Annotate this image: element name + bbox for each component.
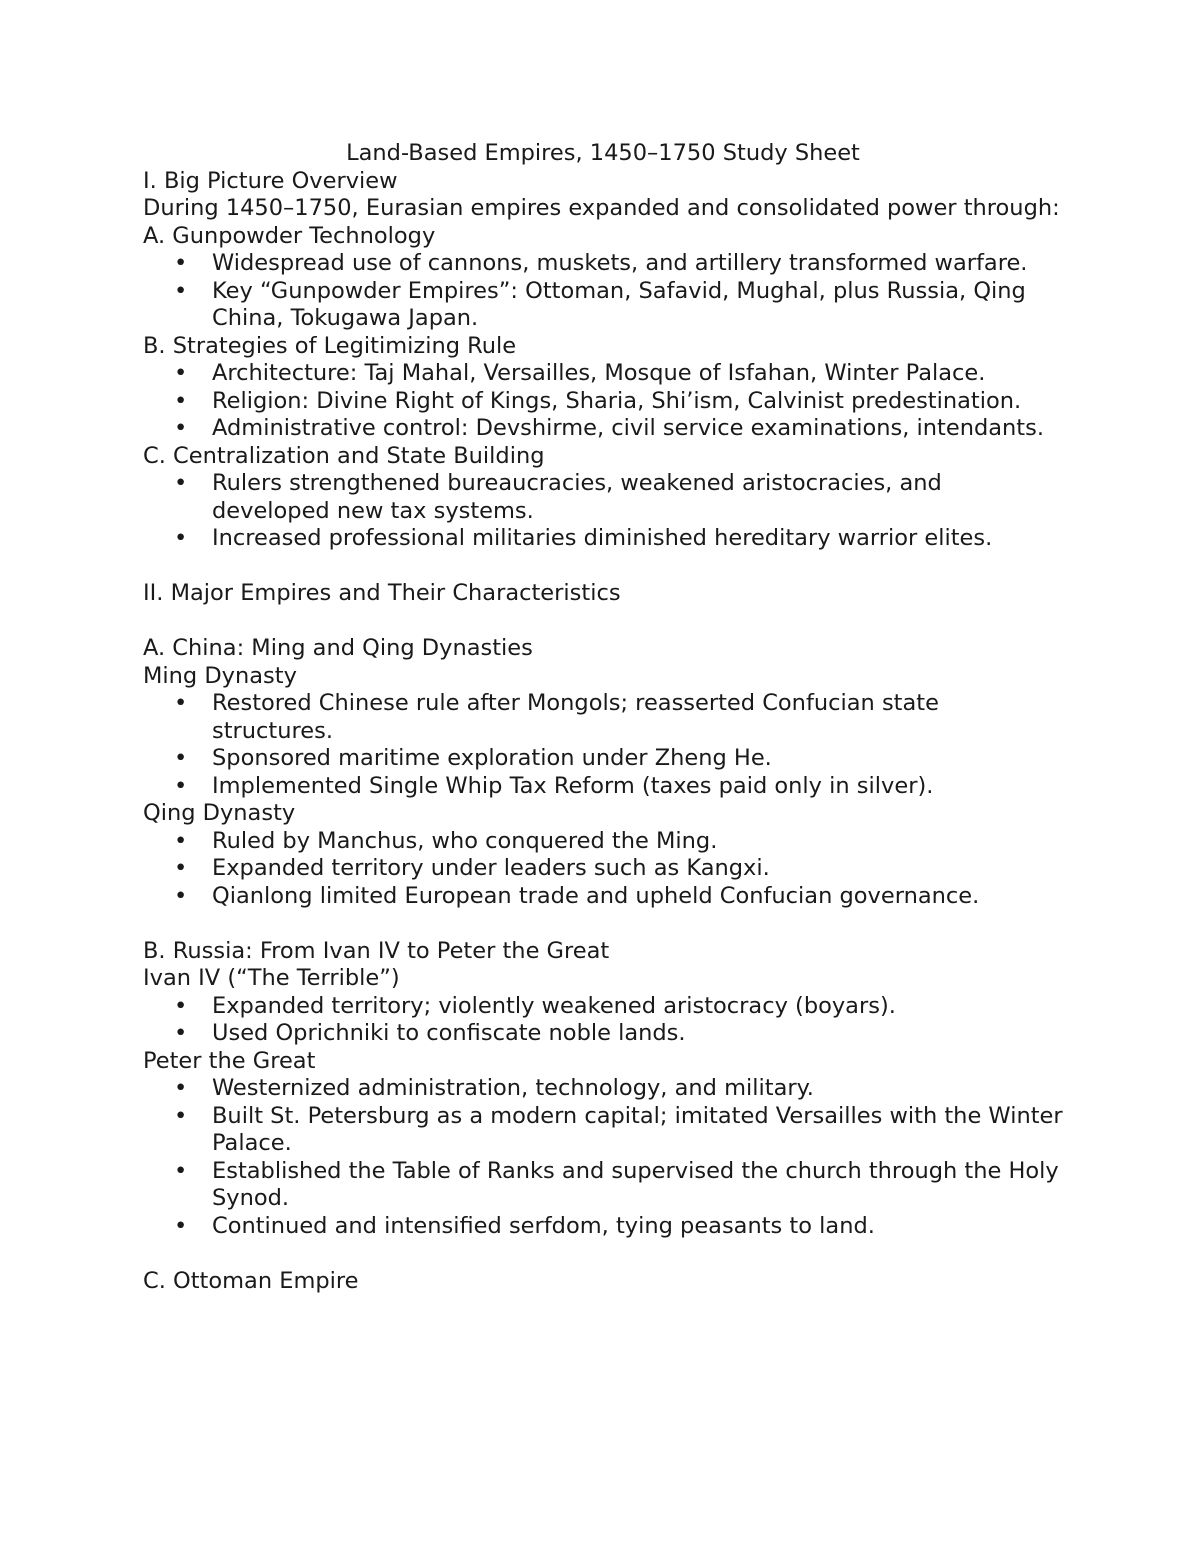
ottoman-heading: C. Ottoman Empire	[143, 1267, 359, 1294]
list-item: • Increased professional militaries diminished hereditary warrior elites.	[212, 525, 1063, 553]
list-item: • Built St. Petersburg as a modern capital; imitated Versailles with the Winter Palace.	[212, 1103, 1063, 1158]
list-item: • Rulers strengthened bureaucracies, weakened aristocracies, and developed new tax systems.	[212, 470, 1063, 525]
list-item: • Qianlong limited European trade and upheld Confucian governance.	[212, 883, 1063, 911]
qing-heading: Qing Dynasty	[143, 800, 296, 826]
list-item: • Key “Gunpowder Empires”: Ottoman, Safavid, Mughal, plus Russia, Qing China, Tokugawa Japan.	[212, 278, 1063, 333]
qing-list	[143, 828, 1063, 911]
peter-heading: Peter the Great	[143, 1047, 316, 1074]
subsection-centralization-heading: C. Centralization and State Building	[143, 442, 545, 469]
document-page	[143, 140, 1063, 1295]
list-item: • Architecture: Taj Mahal, Versailles, Mosque of Isfahan, Winter Palace.	[212, 360, 1063, 388]
list-item: • Implemented Single Whip Tax Reform (taxes paid only in silver).	[212, 773, 1063, 801]
ming-heading: Ming Dynasty	[143, 662, 297, 689]
list-item: • Continued and intensified serfdom, tying peasants to land.	[212, 1213, 1063, 1241]
section-2-heading: II. Major Empires and Their Characteristics	[143, 580, 621, 606]
section-1-intro: During 1450–1750, Eurasian empires expanded and consolidated power through:	[143, 195, 1060, 221]
list-item: • Expanded territory under leaders such as Kangxi.	[212, 855, 1063, 883]
spacer	[143, 608, 1063, 636]
document-title: Land-Based Empires, 1450–1750 Study Sheet	[346, 140, 860, 166]
list-item: • Expanded territory; violently weakened aristocracy (boyars).	[212, 993, 1063, 1021]
centralization-list	[143, 470, 1063, 553]
list-item: • Widespread use of cannons, muskets, and artillery transformed warfare.	[212, 250, 1063, 278]
russia-heading: B. Russia: From Ivan IV to Peter the Great	[143, 937, 610, 964]
china-heading: A. China: Ming and Qing Dynasties	[143, 635, 533, 661]
legitimizing-list	[143, 360, 1063, 443]
list-item: • Westernized administration, technology, and military.	[212, 1075, 1063, 1103]
section-1-heading: I. Big Picture Overview	[143, 167, 398, 194]
list-item: • Administrative control: Devshirme, civil service examinations, intendants.	[212, 415, 1063, 443]
list-item: • Ruled by Manchus, who conquered the Ming.	[212, 828, 1063, 856]
subsection-legitimizing-heading: B. Strategies of Legitimizing Rule	[143, 332, 517, 359]
list-item: • Established the Table of Ranks and supervised the church through the Holy Synod.	[212, 1158, 1063, 1213]
ivan-list	[143, 993, 1063, 1048]
gunpowder-list	[143, 250, 1063, 333]
list-item: • Restored Chinese rule after Mongols; reasserted Confucian state structures.	[212, 690, 1063, 745]
spacer	[143, 910, 1063, 938]
subsection-gunpowder-heading: A. Gunpowder Technology	[143, 222, 436, 249]
list-item: • Religion: Divine Right of Kings, Sharia, Shi’ism, Calvinist predestination.	[212, 388, 1063, 416]
ivan-heading: Ivan IV (“The Terrible”)	[143, 965, 400, 991]
list-item: • Used Oprichniki to confiscate noble lands.	[212, 1020, 1063, 1048]
spacer	[143, 1240, 1063, 1268]
spacer	[143, 553, 1063, 581]
ming-list	[143, 690, 1063, 800]
list-item: • Sponsored maritime exploration under Zheng He.	[212, 745, 1063, 773]
peter-list	[143, 1075, 1063, 1240]
